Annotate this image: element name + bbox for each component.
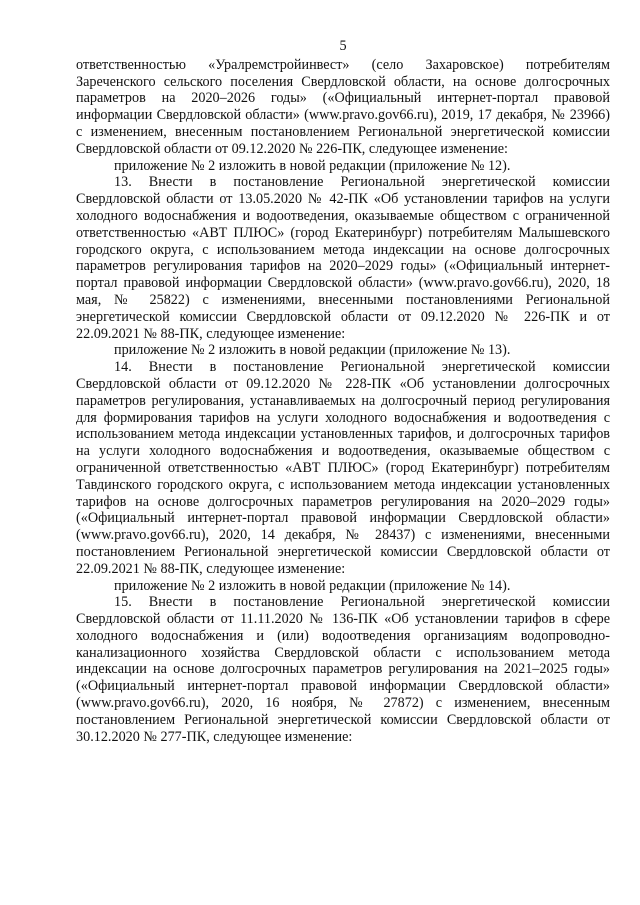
page-number: 5 [339, 38, 347, 54]
continuation-paragraph: ответственностью «Уралремстройинвест» (село Захаровское) потребителям Зареченского сельского поселения Свердловской области, на основе долгосрочных параметров на 2020–2026 годы» («Официальный интернет-портал правовой информации Свердловской области» (www.pravo.gov66.ru), 2019, 17 декабря, № 23966) с изменением, внесенным постановлением Региональной энергетической комиссии Свердловской области от 09.12.2020 № 226-ПК, следующее изменение: [76, 56, 610, 157]
amendment-line: приложение № 2 изложить в новой редакции (приложение № 14). [114, 577, 511, 594]
item-15-paragraph: 15. Внести в постановление Региональной энергетической комиссии Свердловской области от 11.11.2020 № 136-ПК «Об установлении тарифов в сфере холодного водоснабжения и (или) водоотведения организациям водопроводно-канализационного хозяйства Свердловской области с использованием метода индексации на основе долгосрочных параметров регулирования на 2021–2025 годы» («Официальный интернет-портал правовой информации Свердловской области» (www.pravo.gov66.ru), 2020, 16 ноября, № 27872) с изменением, внесенным постановлением Региональной энергетической комиссии Свердловской области от 30.12.2020 № 277-ПК, следующее изменение: [76, 594, 610, 745]
document-page [76, 38, 610, 745]
amendment-line: приложение № 2 изложить в новой редакции (приложение № 13). [114, 342, 511, 359]
amendment-line: приложение № 2 изложить в новой редакции (приложение № 12). [114, 157, 511, 174]
item-13-paragraph: 13. Внести в постановление Региональной энергетической комиссии Свердловской области от 13.05.2020 № 42-ПК «Об установлении тарифов на услуги холодного водоснабжения и водоотведения, оказываемые обществом с ограниченной ответственностью «АВТ ПЛЮС» (город Екатеринбург) потребителям Малышевского городского округа, с использованием метода индексации на основе долгосрочных параметров регулирования тарифов на 2020–2029 годы» («Официальный интернет-портал правовой информации Свердловской области» (www.pravo.gov66.ru), 2020, 18 мая, № 25822) с изменениями, внесенными постановлениями Региональной энергетической комиссии Свердловской области от 09.12.2020 № 226-ПК и от 22.09.2021 № 88-ПК, следующее изменение: [76, 174, 610, 342]
item-14-paragraph: 14. Внести в постановление Региональной энергетической комиссии Свердловской области от 09.12.2020 № 228-ПК «Об установлении долгосрочных параметров регулирования, устанавливаемых на долгосрочный период регулирования для формирования тарифов на услуги холодного водоснабжения и водоотведения с использованием метода индексации установленных тарифов, и долгосрочных тарифов на услуги холодного водоснабжения и водоотведения, оказываемые обществом с ограниченной ответственностью «АВТ ПЛЮС» (город Екатеринбург) потребителям Тавдинского городского округа, с использованием метода индексации установленных тарифов на основе долгосрочных параметров регулирования на 2020–2029 годы» («Официальный интернет-портал правовой информации Свердловской области» (www.pravo.gov66.ru), 2020, 14 декабря, № 28437) с изменениями, внесенными постановлением Региональной энергетической комиссии Свердловской области от 22.09.2021 № 88-ПК, следующее изменение: [76, 359, 610, 577]
